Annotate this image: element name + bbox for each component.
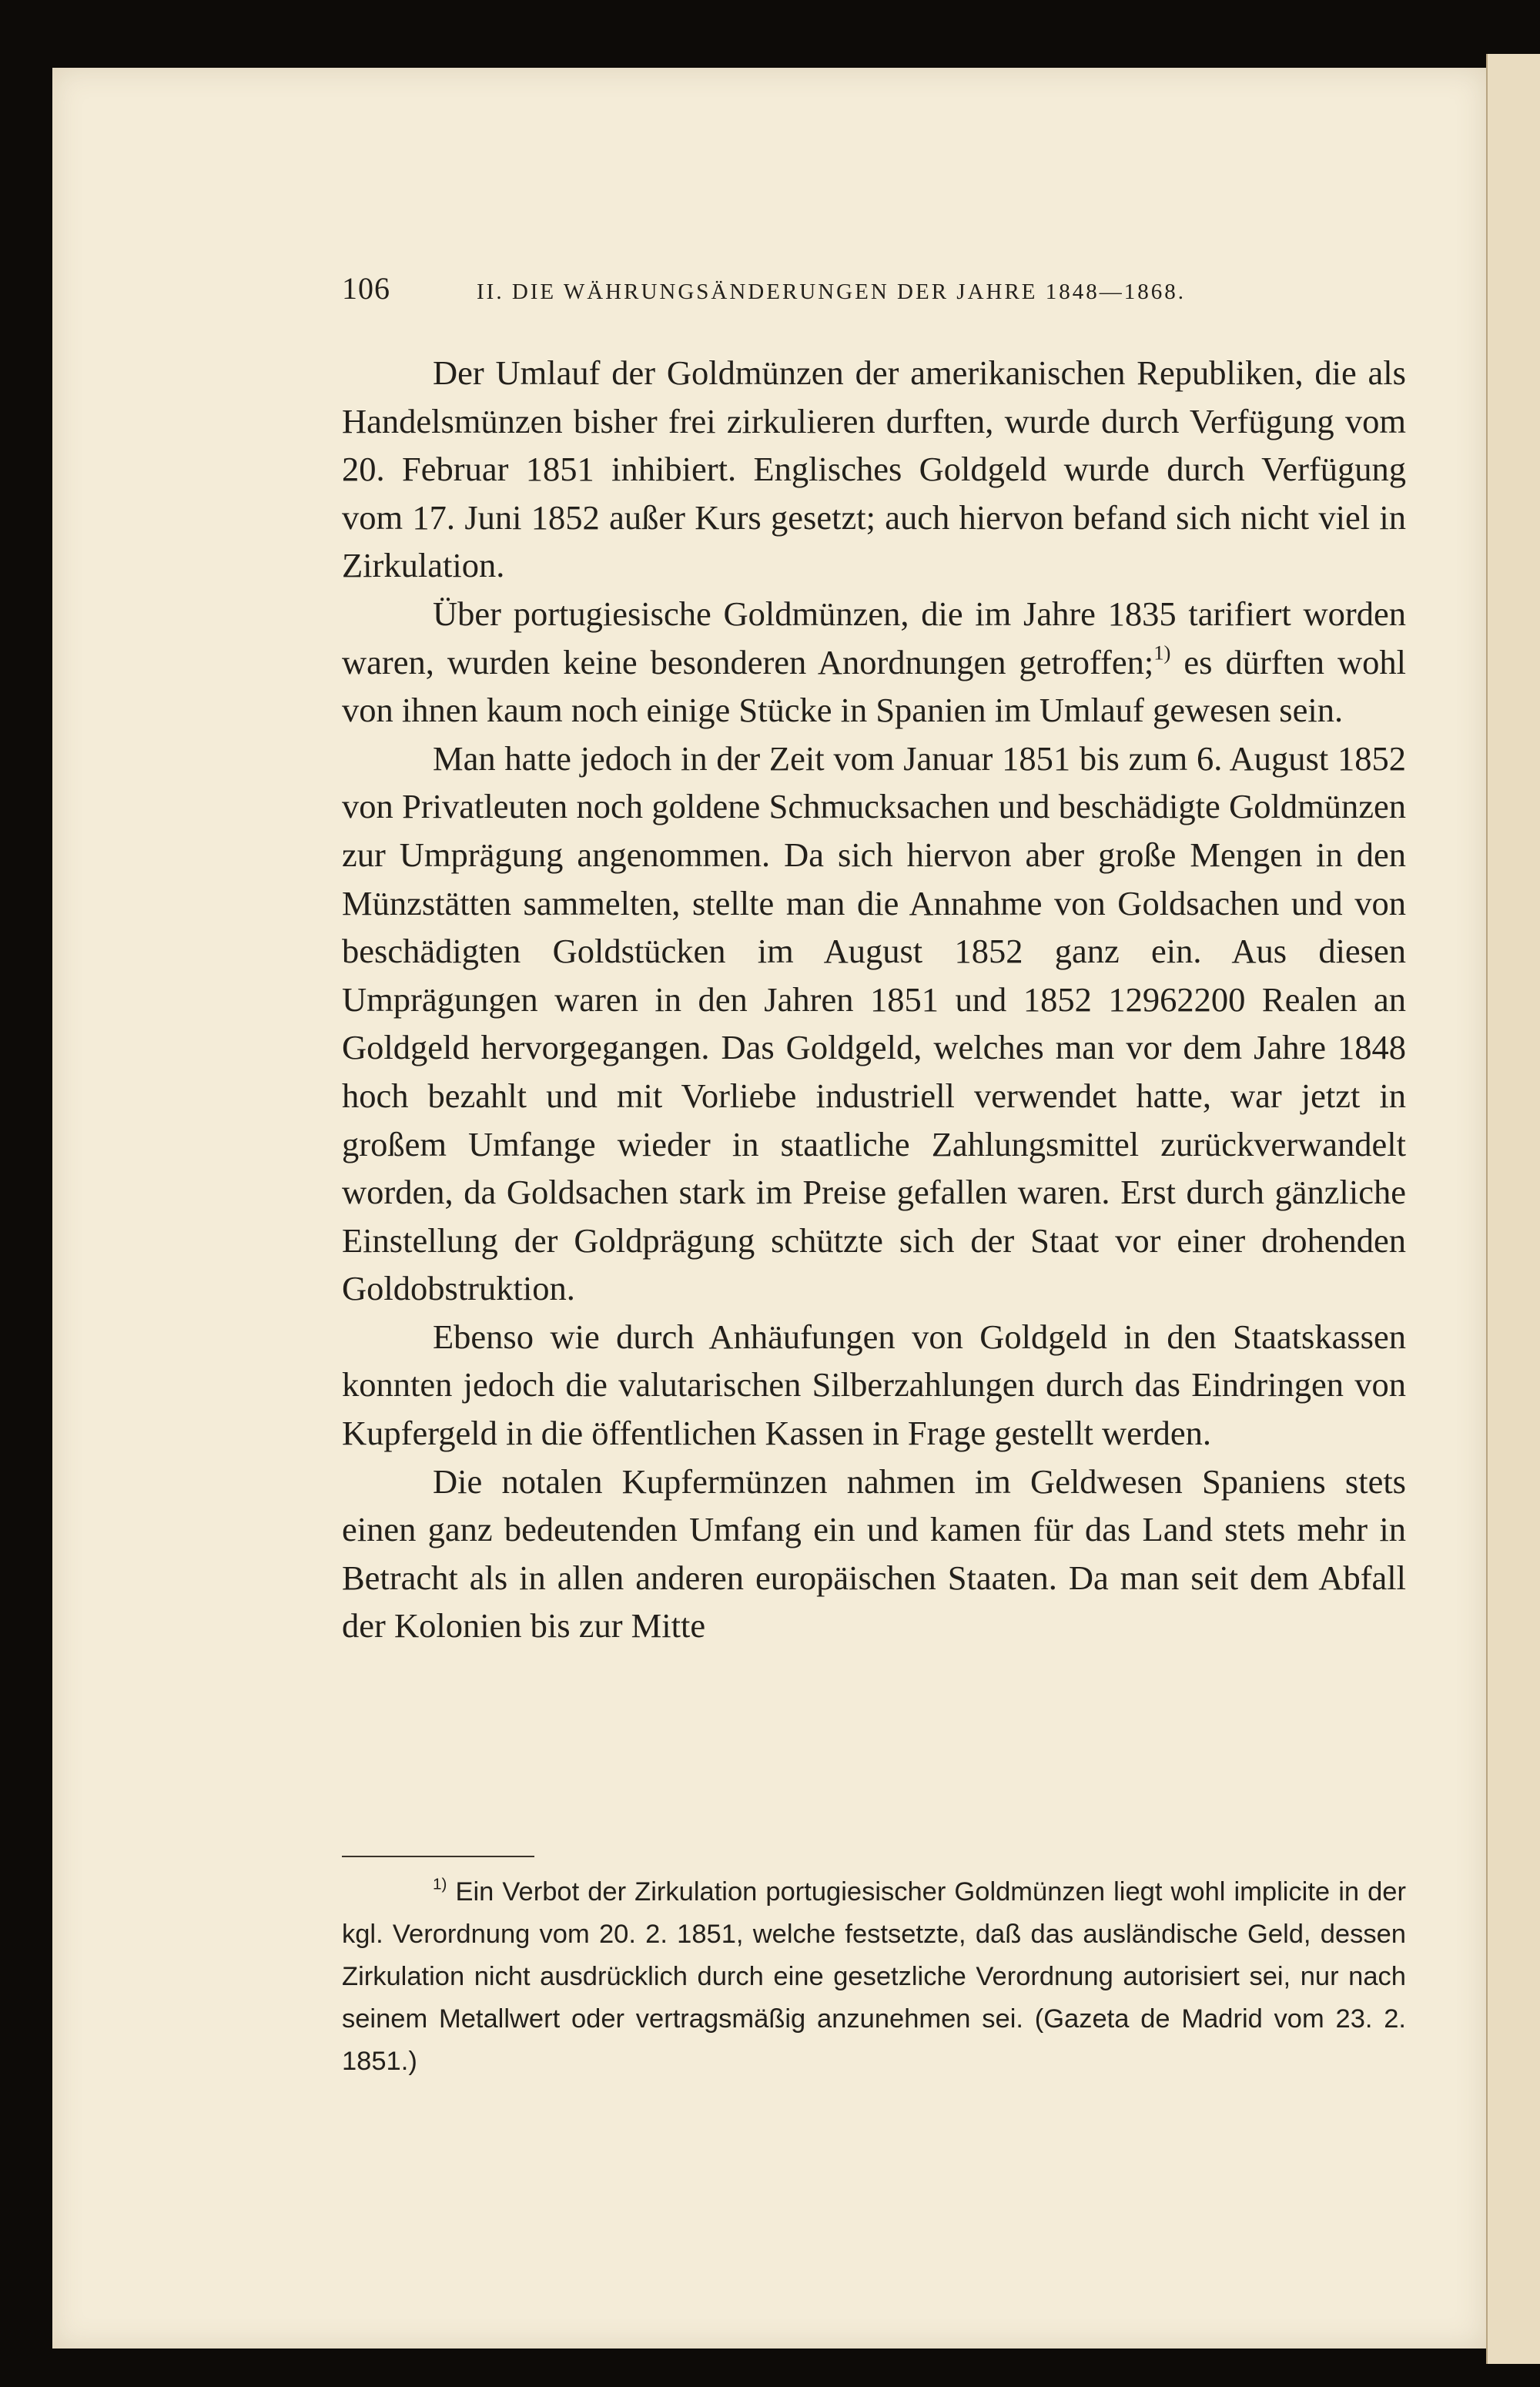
paragraph-1: Der Umlauf der Goldmünzen der amerikanischen Republiken, die als Handelsmünzen bisher frei zirkulieren durften, wurde durch Verfügung vom 20. Februar 1851 inhibiert. Englisches Goldgeld wurde durch Verfügung vom 17. Juni 1852 außer Kurs gesetzt; auch hiervon befand sich nicht viel in Zirkulation. (342, 353, 1406, 585)
footnote-reference[interactable]: 1) (1153, 640, 1171, 664)
footnote-divider (342, 1856, 534, 1857)
paragraph-3: Man hatte jedoch in der Zeit vom Januar 1851 bis zum 6. August 1852 von Privatleuten noch goldene Schmucksachen und beschädigte Goldmünzen zur Umprägung angenommen. Da sich hiervon aber große Mengen in den Münzstätten sammelten, stellte man die Annahme von Goldsachen und von beschädigten Goldstücken im August 1852 ganz ein. Aus diesen Umprägungen waren in den Jahren 1851 und 1852 12962200 Realen an Goldgeld hervorgegangen. Das Goldgeld, welches man vor dem Jahre 1848 hoch bezahlt und mit Vorliebe industriell verwendet hatte, war jetzt in großem Umfange wieder in staatliche Zahlungsmittel zurückverwandelt worden, da Goldsachen stark im Preise gefallen waren. Erst durch gänzliche Einstellung der Goldprägung schützte sich der Staat vor einer drohenden Goldobstruktion. (342, 738, 1406, 1308)
page-number: 106 (342, 271, 390, 306)
footnote (342, 1871, 1406, 2083)
adjacent-page-edge (1486, 54, 1540, 2364)
running-head (342, 266, 1406, 312)
running-title: II. DIE WÄHRUNGSÄNDERUNGEN DER JAHRE 1848—1868. (477, 280, 1187, 304)
paragraph-2-text: Über portugiesische Goldmünzen, die im Jahre 1835 tarifiert worden waren, wurden keine besonderen Anordnungen getroffen; (342, 594, 1406, 681)
paragraph-2 (342, 590, 1406, 735)
paragraph-2-continuation: es dürften wohl von ihnen kaum noch einige Stücke in Spanien im Umlauf gewesen sein. (342, 642, 1406, 730)
footnote-paragraph (342, 1871, 1406, 2083)
body-text (342, 349, 1406, 1650)
footnote-marker: 1) (433, 1875, 447, 1893)
footnote-text: Ein Verbot der Zirkulation portugiesischer Goldmünzen liegt wohl implicite in der kgl. Verordnung vom 20. 2. 1851, welche festsetzte, daß das ausländische Geld, dessen Zirkulation nicht ausdrücklich durch eine gesetzliche Verordnung autorisiert sei, nur nach seinem Metallwert oder vertragsmäßig anzunehmen sei. (Gazeta de Madrid vom 23. 2. 1851.) (342, 1877, 1406, 2076)
paragraph-4: Ebenso wie durch Anhäufungen von Goldgeld in den Staatskassen konnten jedoch die valutarischen Silberzahlungen durch das Eindringen von Kupfergeld in die öffentlichen Kassen in Frage gestellt werden. (342, 1317, 1406, 1453)
paragraph-5: Die notalen Kupfermünzen nahmen im Geldwesen Spaniens stets einen ganz bedeutenden Umfang ein und kamen für das Land stets mehr in Betracht als in allen anderen europäischen Staaten. Da man seit dem Abfall der Kolonien bis zur Mitte (342, 1461, 1406, 1645)
